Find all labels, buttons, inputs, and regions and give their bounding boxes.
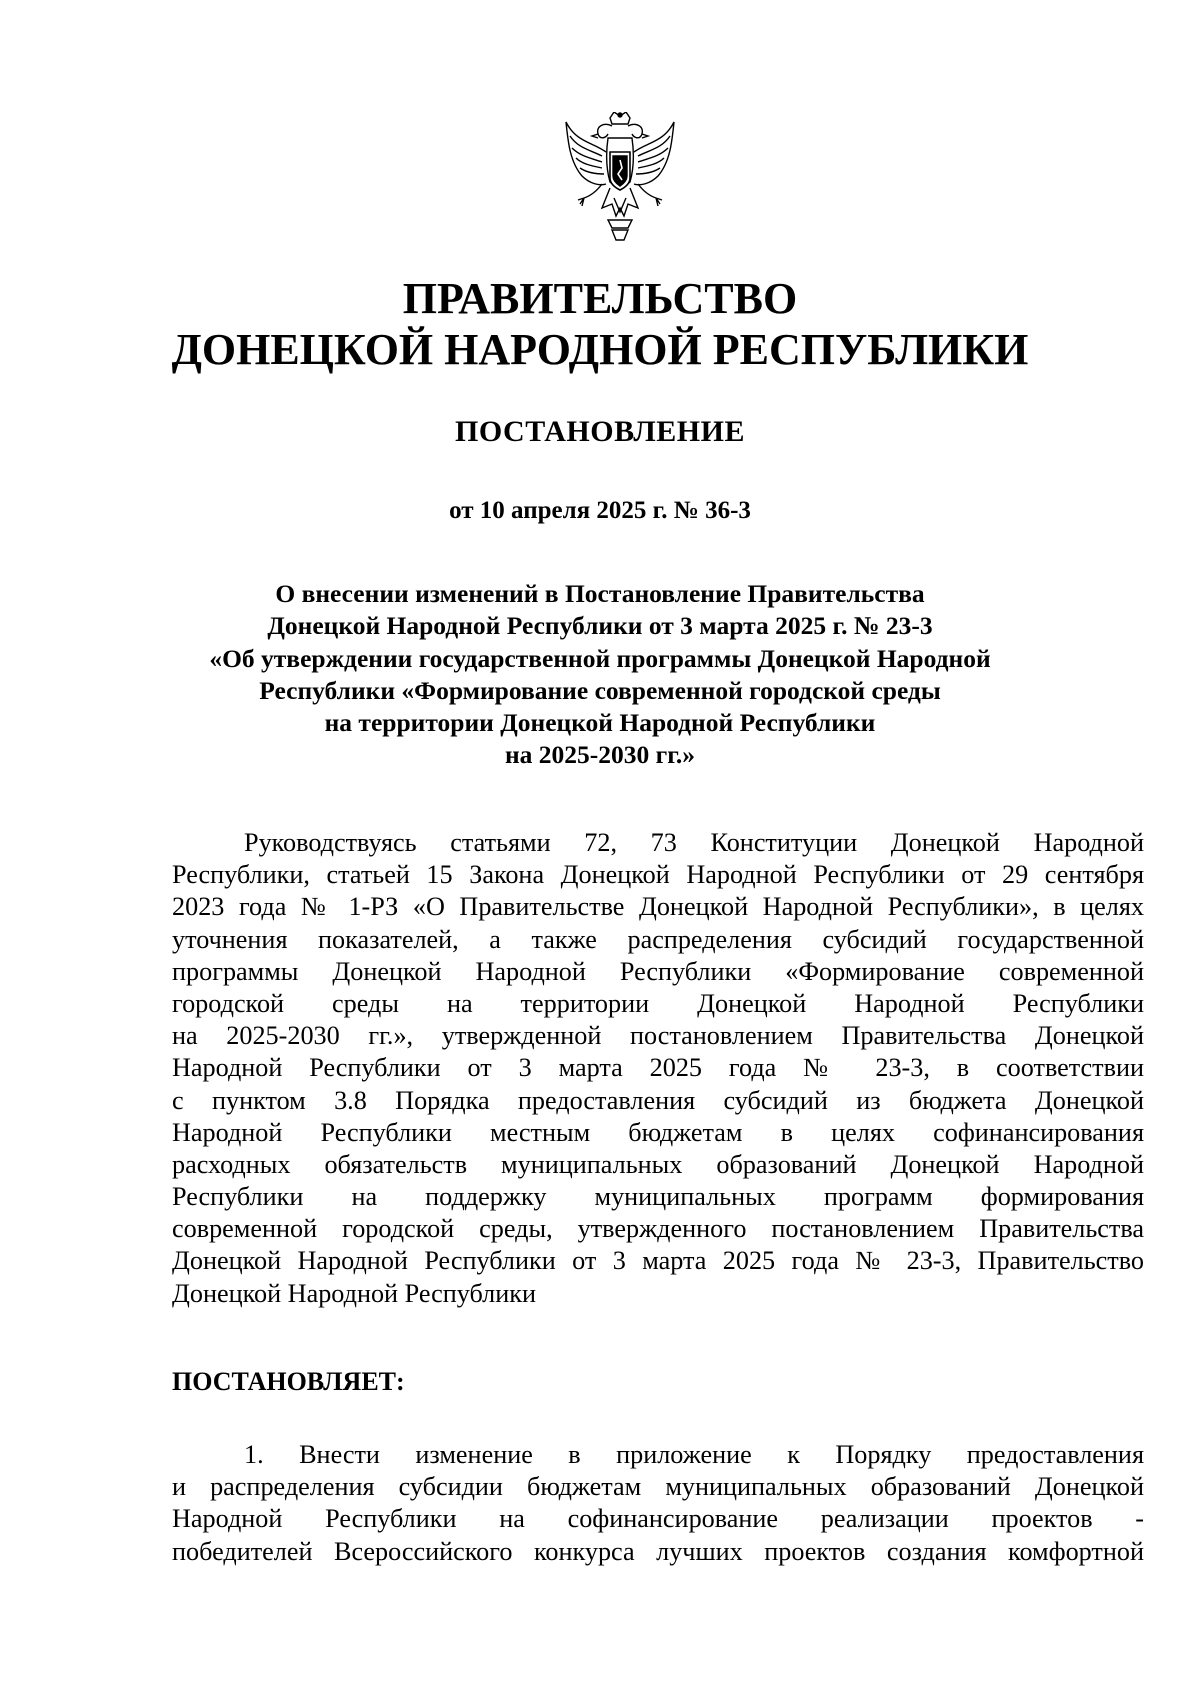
preamble-line: Народной Республики от 3 марта 2025 года № 23-3, в соответствии [172,1053,1144,1083]
preamble-line: современной городской среды, утвержденного постановлением Правительства [172,1214,1144,1244]
subject-line: Донецкой Народной Республики от 3 марта 2025 г. № 23-3 [267,611,933,641]
preamble-line: уточнения показателей, а также распределения субсидий государственной [172,924,1144,954]
preamble-line: на 2025-2030 гг.», утвержденной постановлением Правительства Донецкой [172,1021,1144,1051]
preamble-line: 2023 года № 1-РЗ «О Правительстве Донецкой Народной Республики», в целях [172,892,1144,922]
organization-title-line2: ДОНЕЦКОЙ НАРОДНОЙ РЕСПУБЛИКИ [171,325,1029,374]
preamble-line: Донецкой Народной Республики от 3 марта 2025 года № 23-3, Правительство [172,1246,1144,1276]
preamble-line: Республики на поддержку муниципальных программ формирования [172,1182,1144,1212]
clause-line: Народной Республики на софинансирование реализации проектов - [172,1504,1144,1534]
subject-line: на 2025-2030 гг.» [504,740,696,770]
organization-title-line1: ПРАВИТЕЛЬСТВО [402,274,798,323]
preamble-line: Народной Республики местным бюджетам в целях софинансирования [172,1117,1144,1147]
preamble-line: программы Донецкой Народной Республики «Формирование современной [172,956,1144,986]
resolves-heading: ПОСТАНОВЛЯЕТ: [172,1367,405,1396]
subject-line: на территории Донецкой Народной Республики [324,708,876,738]
eagle-emblem-icon [562,112,678,250]
clause-1-paragraph [172,1439,1144,1568]
preamble-line: городской среды на территории Донецкой Народной Республики [172,988,1144,1018]
subject-line: Республики «Формирование современной городской среды [259,675,941,705]
document-subject [0,578,1200,772]
document-date-number: от 10 апреля 2025 г. № 36-3 [449,497,751,524]
preamble-line: Республики, статьей 15 Закона Донецкой Народной Республики от 29 сентября [172,860,1144,890]
preamble-paragraph [172,827,1144,1310]
preamble-line: расходных обязательств муниципальных образований Донецкой Народной [172,1149,1144,1179]
document-type: ПОСТАНОВЛЕНИЕ [455,415,745,448]
clause-line: победителей Всероссийского конкурса лучших проектов создания комфортной [172,1536,1144,1566]
preamble-line: с пунктом 3.8 Порядка предоставления субсидий из бюджета Донецкой [172,1085,1144,1115]
clause-line: и распределения субсидии бюджетам муниципальных образований Донецкой [172,1472,1144,1502]
subject-line: «Об утверждении государственной программы Донецкой Народной [209,643,991,673]
preamble-line: Руководствуясь статьями 72, 73 Конституции Донецкой Народной [244,828,1144,857]
subject-line: О внесении изменений в Постановление Правительства [275,579,925,608]
clause-line: 1. Внести изменение в приложение к Порядку предоставления [244,1440,1144,1469]
preamble-line: Донецкой Народной Республики [172,1278,536,1308]
coat-of-arms [562,112,678,250]
